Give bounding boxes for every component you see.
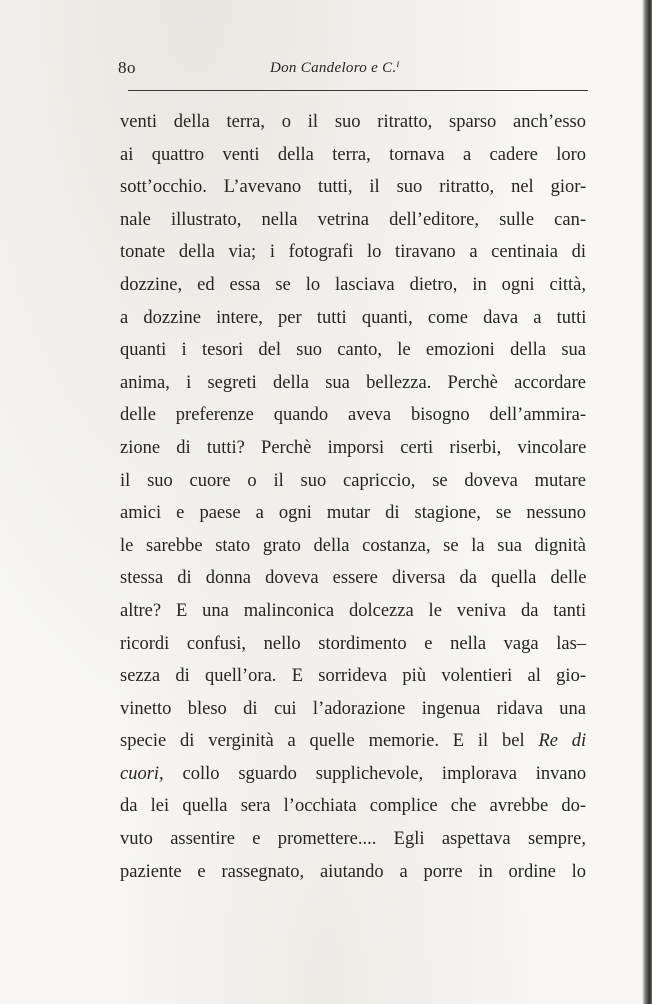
book-binding-edge [642, 0, 652, 1004]
text-line: ricordi confusi, nello stordimento e nella vaga las– [120, 633, 587, 654]
running-title: Don Candeloro e C.ⁱ [270, 60, 400, 76]
header-rule [128, 90, 588, 91]
text-line: stessa di donna doveva essere diversa da quella delle [120, 568, 587, 589]
text-segment: collo sguardo supplichevole, implorava invano [163, 763, 587, 784]
text-line: vuto assentire e promettere.... Egli aspettava sempre, [120, 829, 586, 850]
page-header [118, 58, 588, 84]
body-text [120, 106, 586, 888]
text-segment: specie di verginità a quelle memorie. E il bel [120, 731, 539, 752]
text-line: quanti i tesori del suo canto, le emozioni della sua [120, 340, 586, 361]
text-line: delle preferenze quando aveva bisogno dell’ammira- [120, 405, 586, 426]
italic-title-segment: Re di [538, 731, 587, 752]
text-line: amici e paese a ogni mutar di stagione, se nessuno [120, 503, 586, 524]
page-number: 8o [118, 58, 136, 77]
text-line: vinetto bleso di cui l’adorazione ingenua ridava una [120, 698, 586, 719]
text-line: dozzine, ed essa se lo lasciava dietro, in ogni città, [120, 274, 586, 295]
text-line: paziente e rassegnato, aiutando a porre in ordine lo [120, 861, 586, 882]
text-line-mixed [120, 758, 586, 791]
text-line: venti della terra, o il suo ritratto, sparso anch’esso [120, 112, 586, 132]
italic-title-segment: cuori, [120, 763, 164, 784]
text-line: il suo cuore o il suo capriccio, se doveva mutare [120, 470, 586, 491]
text-line: tonate della via; i fotografi lo tiravano a centinaia di [120, 242, 586, 263]
text-line: ai quattro venti della terra, tornava a cadere loro [120, 144, 586, 165]
text-line: sezza di quell’ora. E sorrideva più volentieri al gio- [120, 666, 586, 687]
text-line: nale illustrato, nella vetrina dell’editore, sulle can- [120, 209, 586, 230]
text-line: a dozzine intere, per tutti quanti, come dava a tutti [120, 307, 587, 328]
text-line-mixed [120, 725, 586, 758]
text-line: anima, i segreti della sua bellezza. Perchè accordare [120, 372, 586, 393]
text-line: zione di tutti? Perchè imporsi certi riserbi, vincolare [120, 437, 587, 458]
text-line: sott’occhio. L’avevano tutti, il suo ritratto, nel gior- [120, 177, 587, 198]
text-line: le sarebbe stato grato della costanza, se la sua dignità [120, 535, 586, 556]
text-line: altre? E una malinconica dolcezza le veniva da tanti [120, 600, 587, 621]
text-line: da lei quella sera l’occhiata complice che avrebbe do- [120, 796, 586, 817]
